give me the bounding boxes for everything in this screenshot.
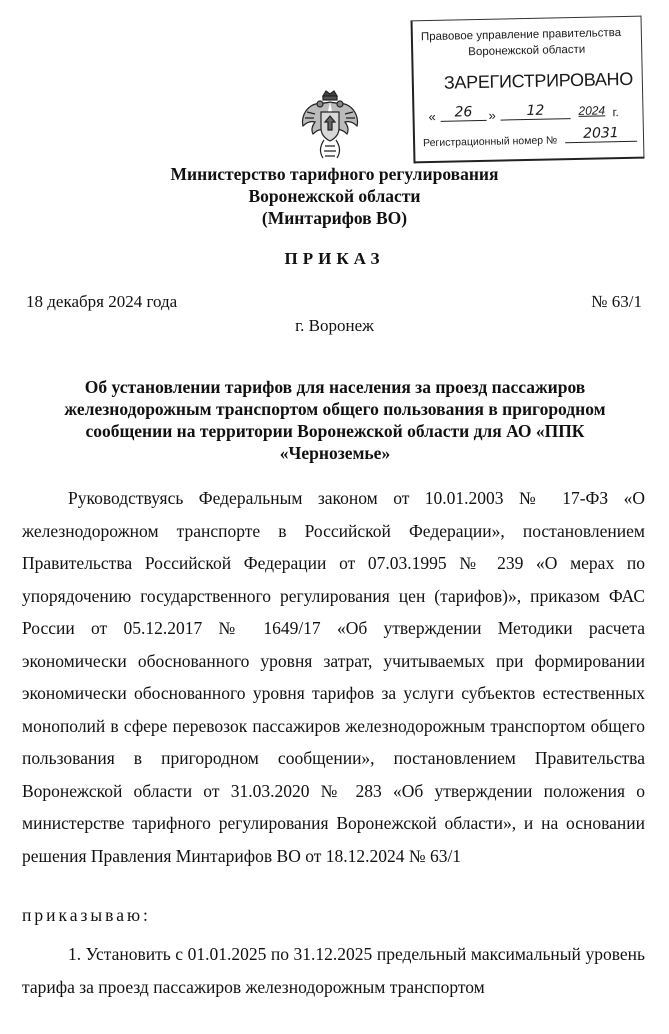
stamp-year: 2024 — [578, 103, 606, 118]
order-word: приказываю: — [22, 905, 151, 925]
stamp-reg-number: 2031 — [565, 125, 637, 144]
stamp-quote-close: » — [488, 107, 496, 123]
stamp-day: 26 — [440, 104, 486, 122]
stamp-reg-number-label: Регистрационный номер № — [422, 134, 558, 150]
document-type: ПРИКАЗ — [284, 249, 385, 268]
stamp-org-line2: Воронежской области — [468, 43, 586, 59]
document-date: 18 декабря 2024 года — [26, 292, 178, 311]
stamp-registered: ЗАРЕГИСТРИРОВАНО — [443, 68, 634, 93]
registration-stamp — [411, 16, 645, 164]
ministry-line2: Воронежской области — [248, 186, 421, 206]
ministry-heading — [0, 163, 669, 229]
stamp-quote-open: « — [428, 108, 436, 125]
stamp-date-row — [428, 103, 628, 127]
document-title: Об установлении тарифов для населения за проезд пассажиров железнодорожным транспортом общего пользования в пригородном сообщении на территории Воронежской области для АО «ППК «Черноземье» — [64, 377, 606, 463]
body-paragraph-2: 1. Установить с 01.01.2025 по 31.12.2025 предельный максимальный уровень тарифа за проезд пассажиров железнодорожным транспортом — [22, 944, 645, 997]
ministry-line3: (Минтарифов ВО) — [261, 208, 408, 228]
stamp-month: 12 — [500, 102, 570, 120]
body-paragraph-1: Руководствуясь Федеральным законом от 10.01.2003 № 17-ФЗ «О железнодорожном транспорте в Российской Федерации», постановлением Правительства Российской Федерации от 07.03.1995 № 239 «О мерах по упорядочению государственного регулирования цен (тарифов)», приказом ФАС России от 05.12.2017 № 1649/17 «Об утверждении Методики расчета экономически обоснованного уровня затрат, учитываемых при формировании экономически обоснованного уровня тарифов за услуги субъектов естественных монополий в сфере перевозок пассажиров железнодорожным транспортом общего пользования в пригородном сообщении», постановлением Правительства Воронежской области от 31.03.2020 № 283 «Об утверждении положения о министерстве тарифного регулирования Воронежской области», и на основании решения Правления Минтарифов ВО от 18.12.2024 № 63/1 — [22, 488, 645, 866]
document-city: г. Воронеж — [295, 316, 374, 335]
stamp-org-line1: Правовое управление правительства — [420, 27, 622, 44]
ministry-line1: Министерство тарифного регулирования — [170, 164, 499, 184]
coat-of-arms-icon — [295, 88, 365, 162]
document-number: № 63/1 — [591, 292, 642, 311]
stamp-year-suffix: г. — [612, 105, 619, 120]
